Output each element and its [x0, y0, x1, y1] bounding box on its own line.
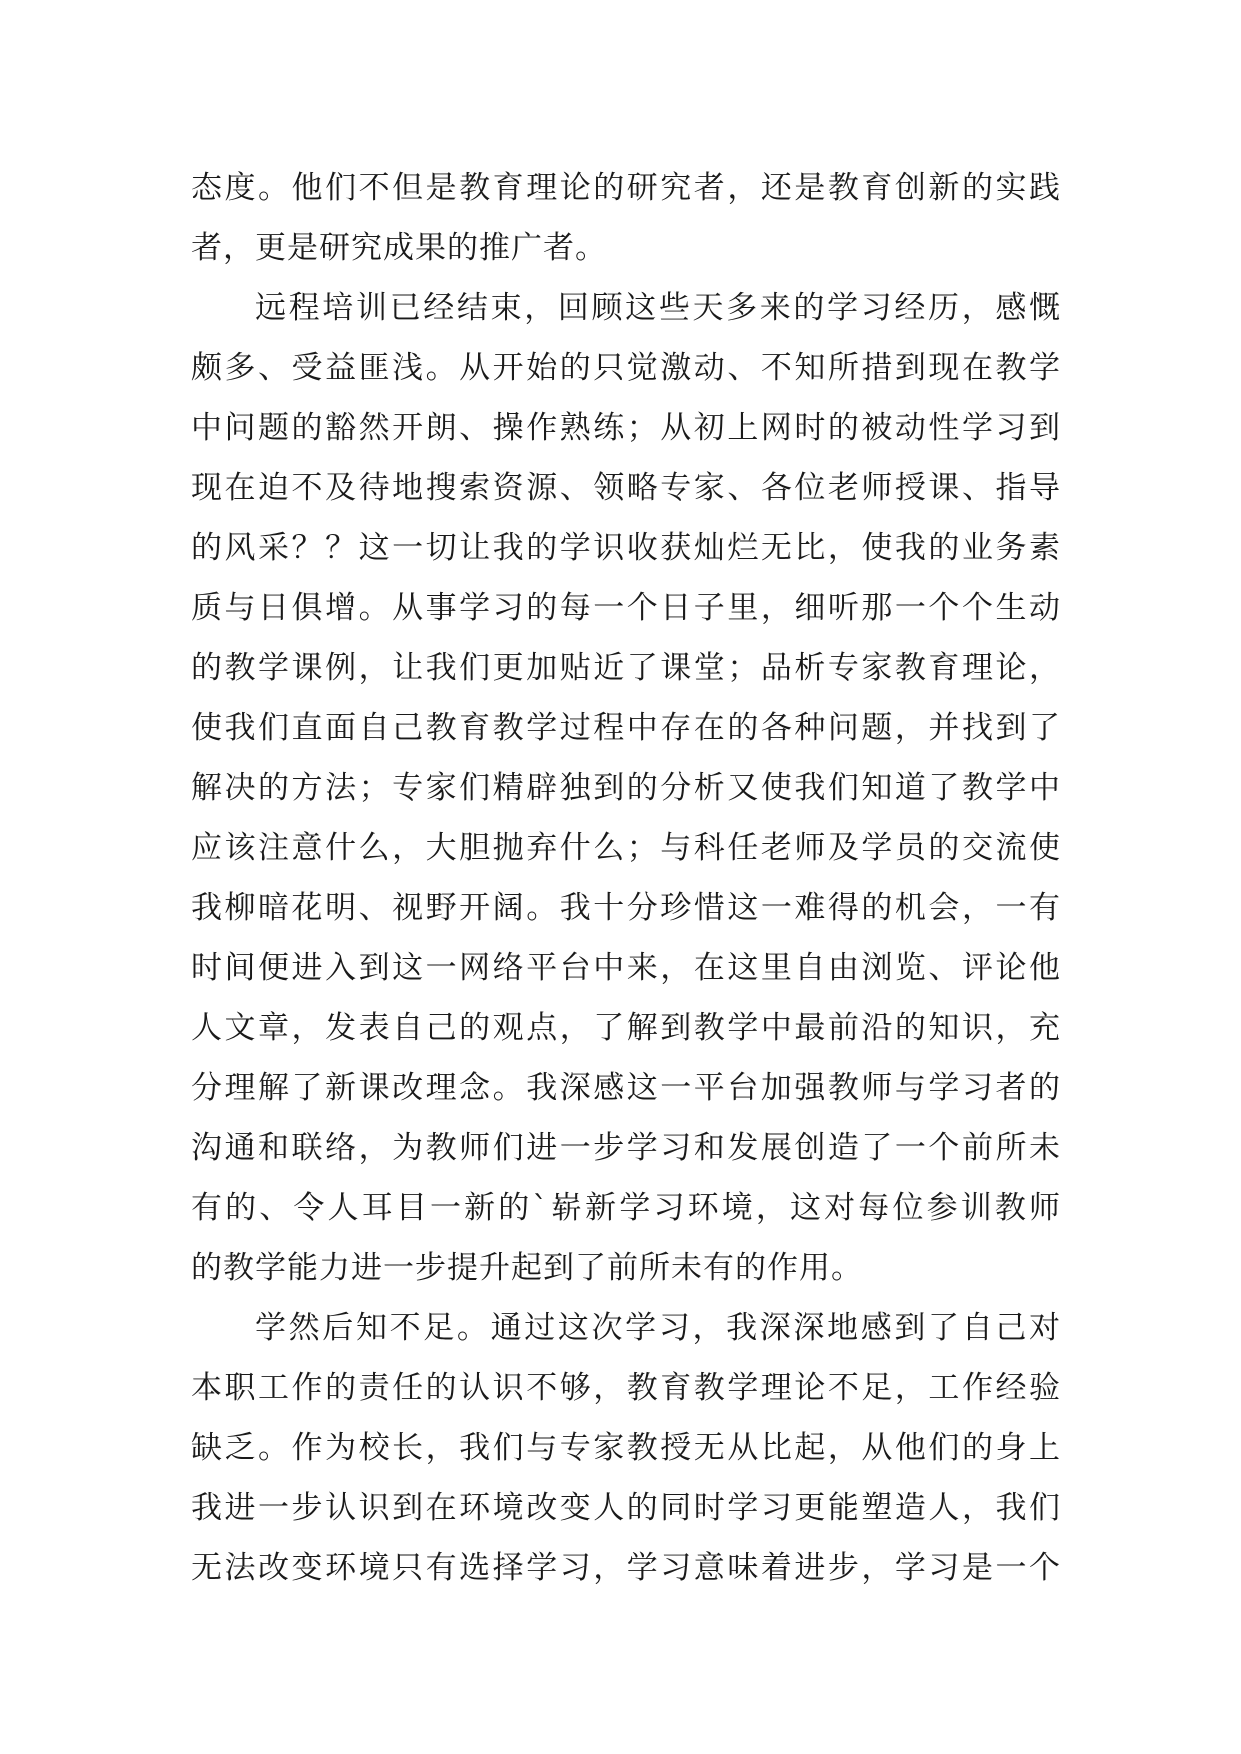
text-line: 质与日俱增。从事学习的每一个日子里，细听那一个个生动 [191, 590, 1061, 626]
text-line: 态度。他们不但是教育理论的研究者，还是教育创新的实践 [191, 170, 1061, 206]
text-line: 中问题的豁然开朗、操作熟练；从初上网时的被动性学习到 [191, 410, 1061, 446]
text-line: 解决的方法；专家们精辟独到的分析又使我们知道了教学中 [191, 770, 1061, 806]
text-line: 有的、令人耳目一新的`崭新学习环境，这对每位参训教师 [191, 1190, 1061, 1226]
text-line: 人文章，发表自己的观点，了解到教学中最前沿的知识，充 [191, 1010, 1061, 1046]
text-line: 无法改变环境只有选择学习，学习意味着进步，学习是一个 [191, 1550, 1061, 1586]
text-line: 应该注意什么，大胆抛弃什么；与科任老师及学员的交流使 [191, 830, 1061, 866]
paragraph-2 [191, 278, 1061, 1298]
text-line: 者，更是研究成果的推广者。 [191, 230, 607, 266]
text-line: 缺乏。作为校长，我们与专家教授无从比起，从他们的身上 [191, 1430, 1061, 1466]
paragraph-1 [191, 158, 1061, 278]
text-line: 的教学课例，让我们更加贴近了课堂；品析专家教育理论， [191, 650, 1061, 686]
text-line: 颇多、受益匪浅。从开始的只觉激动、不知所措到现在教学 [191, 350, 1061, 386]
document-body [191, 158, 1061, 1598]
text-line: 沟通和联络，为教师们进一步学习和发展创造了一个前所未 [191, 1130, 1061, 1166]
text-line: 学然后知不足。通过这次学习，我深深地感到了自己对 [255, 1310, 1061, 1346]
text-line: 分理解了新课改理念。我深感这一平台加强教师与学习者的 [191, 1070, 1061, 1106]
text-line: 的教学能力进一步提升起到了前所未有的作用。 [191, 1250, 863, 1286]
text-line: 远程培训已经结束，回顾这些天多来的学习经历，感慨 [255, 290, 1061, 326]
text-line: 我进一步认识到在环境改变人的同时学习更能塑造人，我们 [191, 1490, 1061, 1526]
text-line: 时间便进入到这一网络平台中来，在这里自由浏览、评论他 [191, 950, 1061, 986]
text-line: 我柳暗花明、视野开阔。我十分珍惜这一难得的机会，一有 [191, 890, 1061, 926]
text-line: 的风采？？这一切让我的学识收获灿烂无比，使我的业务素 [191, 530, 1061, 566]
text-line: 现在迫不及待地搜索资源、领略专家、各位老师授课、指导 [191, 470, 1061, 506]
text-line: 使我们直面自己教育教学过程中存在的各种问题，并找到了 [191, 710, 1061, 746]
text-line: 本职工作的责任的认识不够，教育教学理论不足，工作经验 [191, 1370, 1061, 1406]
paragraph-3 [191, 1298, 1061, 1598]
